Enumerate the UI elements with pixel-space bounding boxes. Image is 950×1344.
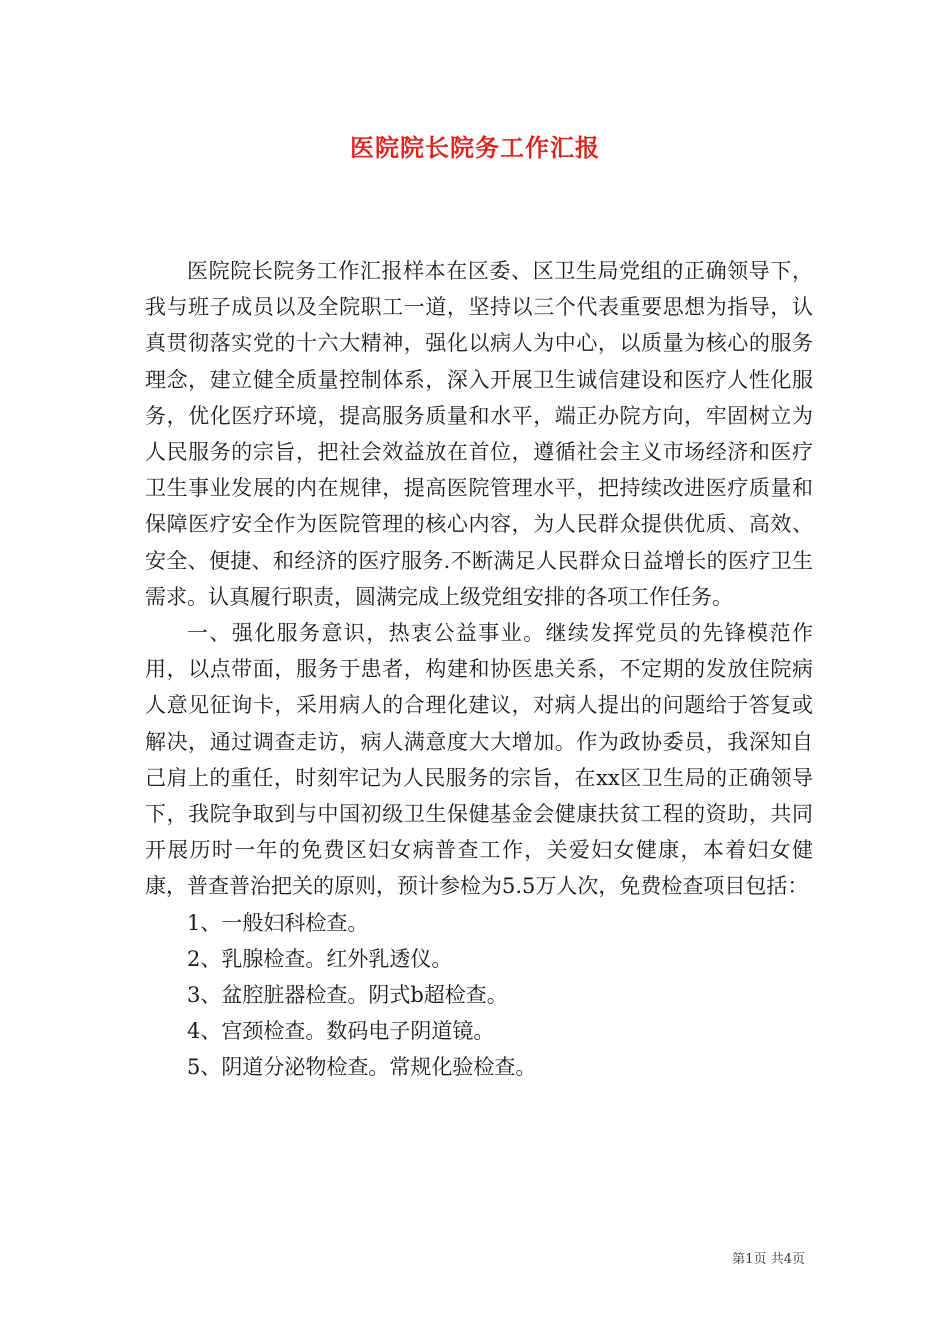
document-title: 医院院长院务工作汇报: [350, 133, 600, 162]
paragraph-intro: 医院院长院务工作汇报样本在区委、区卫生局党组的正确领导下，我与班子成员以及全院职工一道，坚持以三个代表重要思想为指导，认真贯彻落实党的十六大精神，强化以病人为中心，以质量为核心的服务理念，建立健全质量控制体系，深入开展卫生诚信建设和医疗人性化服务，优化医疗环境，提高服务质量和水平，端正办院方向，牢固树立为人民服务的宗旨，把社会效益放在首位，遵循社会主义市场经济和医疗卫生事业发展的内在规律，提高医院管理水平，把持续改进医疗质量和保障医疗安全作为医院管理的核心内容，为人民群众提供优质、高效、安全、便捷、和经济的医疗服务.不断满足人民群众日益增长的医疗卫生需求。认真履行职责，圆满完成上级党组安排的各项工作任务。: [145, 259, 813, 609]
footer-middle: 页 共: [753, 1252, 784, 1267]
list-item: 5、阴道分泌物检查。常规化验检查。: [187, 1055, 537, 1080]
page-number-footer: [732, 1251, 805, 1269]
footer-total-pages: 4: [783, 1252, 792, 1267]
document-body: [145, 253, 813, 1086]
footer-current-page: 1: [745, 1252, 754, 1267]
list-item: 1、一般妇科检查。: [187, 910, 369, 935]
footer-suffix: 页: [791, 1252, 805, 1267]
list-item: 2、乳腺检查。红外乳透仪。: [187, 946, 453, 971]
list-item: 3、盆腔脏器检查。阴式b超检查。: [187, 983, 508, 1008]
list-item: 4、宫颈检查。数码电子阴道镜。: [187, 1019, 495, 1044]
paragraph-section-one: 一、强化服务意识，热衷公益事业。继续发挥党员的先锋模范作用，以点带面，服务于患者，构建和协医患关系，不定期的发放住院病人意见征询卡，采用病人的合理化建议，对病人提出的问题给于答复或解决，通过调查走访，病人满意度大大增加。作为政协委员，我深知自己肩上的重任，时刻牢记为人民服务的宗旨，在xx区卫生局的正确领导下，我院争取到与中国初级卫生保健基金会健康扶贫工程的资助，共同开展历时一年的免费区妇女病普查工作，关爱妇女健康，本着妇女健康，普查普治把关的原则，预计参检为5.5万人次，免费检查项目包括：: [145, 621, 813, 899]
footer-prefix: 第: [732, 1252, 746, 1267]
